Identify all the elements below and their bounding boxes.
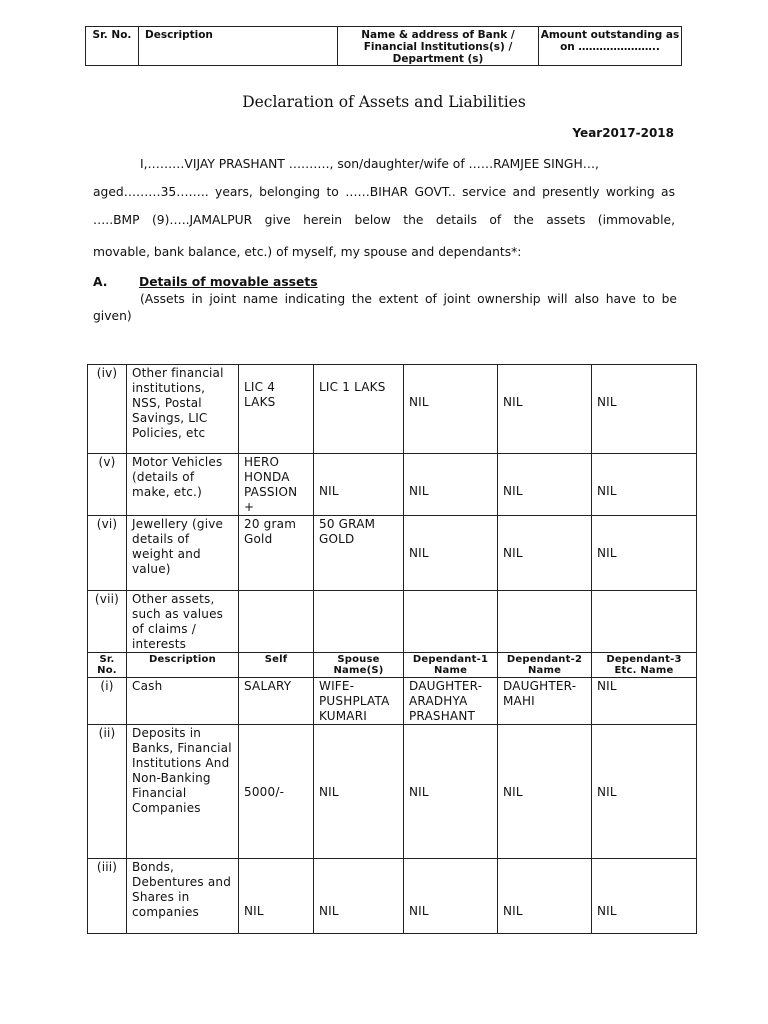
cell-dep2-value: NIL xyxy=(503,395,523,409)
row-self: 20 gram Gold xyxy=(239,516,314,591)
cell-dep3-value: NIL xyxy=(597,904,617,918)
table-row xyxy=(88,725,697,859)
row-description: Other assets, such as values of claims / interests xyxy=(127,591,239,653)
cell-self-value: NIL xyxy=(244,904,264,918)
cell-spouse-value: NIL xyxy=(319,484,339,498)
row-dep1: DAUGHTER-ARADHYA PRASHANT xyxy=(404,678,498,725)
row-dep1 xyxy=(404,365,498,454)
cell-spouse-value: NIL xyxy=(319,904,339,918)
row-self: SALARY xyxy=(239,678,314,725)
section-a-label: A. xyxy=(93,275,108,289)
declaration-line-4: movable, bank balance, etc.) of myself, my spouse and dependants*: xyxy=(93,245,522,259)
table-row xyxy=(88,859,697,934)
cell-dep1-value: NIL xyxy=(409,395,429,409)
row-dep3 xyxy=(592,516,697,591)
cell-dep3-value: NIL xyxy=(597,484,617,498)
row-dep3 xyxy=(592,859,697,934)
cell-spouse-value: LIC 1 LAKS xyxy=(319,380,386,394)
declaration-line-2: aged………35…….. years, belonging to ……BIHAR GOVT.. service and presently working as xyxy=(93,185,675,199)
column-header-description: Description xyxy=(127,653,239,678)
row-sr: (vii) xyxy=(88,591,127,653)
row-dep2 xyxy=(498,365,592,454)
row-description: Deposits in Banks, Financial Institutions And Non-Banking Financial Companies xyxy=(127,725,239,859)
row-dep2 xyxy=(498,725,592,859)
table-header-row xyxy=(88,653,697,678)
row-sr: (ii) xyxy=(88,725,127,859)
row-dep3: NIL xyxy=(592,678,697,725)
row-description: Motor Vehicles (details of make, etc.) xyxy=(127,454,239,516)
row-dep2 xyxy=(498,859,592,934)
top-header-table xyxy=(85,26,682,66)
header-bank-name: Name & address of Bank / Financial Institutions(s) / Department (s) xyxy=(338,27,539,66)
declaration-year: Year2017-2018 xyxy=(572,126,674,140)
row-spouse: 50 GRAM GOLD xyxy=(314,516,404,591)
cell-dep3-value: NIL xyxy=(597,785,617,799)
row-self xyxy=(239,859,314,934)
cell-dep2-value: NIL xyxy=(503,904,523,918)
column-header-dependant-2: Dependant-2 Name xyxy=(498,653,592,678)
table-row xyxy=(88,516,697,591)
table-row xyxy=(88,678,697,725)
header-amount-outstanding: Amount outstanding as on ………………….. xyxy=(539,27,682,66)
row-self: HERO HONDA PASSION + xyxy=(239,454,314,516)
row-dep2 xyxy=(498,516,592,591)
document-title: Declaration of Assets and Liabilities xyxy=(242,93,526,111)
row-dep1 xyxy=(404,516,498,591)
row-spouse xyxy=(314,859,404,934)
row-sr: (i) xyxy=(88,678,127,725)
column-header-spouse: Spouse Name(S) xyxy=(314,653,404,678)
row-description: Cash xyxy=(127,678,239,725)
row-dep2: DAUGHTER-MAHI xyxy=(498,678,592,725)
declaration-line-3: …..BMP (9)…..JAMALPUR give herein below the details of the assets (immovable, xyxy=(93,213,675,227)
table-row xyxy=(88,454,697,516)
row-spouse xyxy=(314,454,404,516)
movable-assets-table xyxy=(87,364,697,934)
cell-dep2-value: NIL xyxy=(503,546,523,560)
cell-dep1-value: NIL xyxy=(409,484,429,498)
cell-dep1-value: NIL xyxy=(409,904,429,918)
row-dep2 xyxy=(498,591,592,653)
cell-dep3-value: NIL xyxy=(597,546,617,560)
row-sr: (iv) xyxy=(88,365,127,454)
section-a-note-line-1: (Assets in joint name indicating the extent of joint ownership will also have to be xyxy=(140,292,677,306)
cell-spouse-value: NIL xyxy=(319,785,339,799)
row-dep1 xyxy=(404,859,498,934)
row-dep2 xyxy=(498,454,592,516)
column-header-dependant-3: Dependant-3 Etc. Name xyxy=(592,653,697,678)
table-row xyxy=(88,591,697,653)
cell-dep2-value: NIL xyxy=(503,785,523,799)
row-description: Jewellery (give details of weight and value) xyxy=(127,516,239,591)
row-self xyxy=(239,725,314,859)
header-description: Description xyxy=(139,27,338,66)
column-header-self: Self xyxy=(239,653,314,678)
row-description: Other financial institutions, NSS, Postal Savings, LIC Policies, etc xyxy=(127,365,239,454)
header-sr-no: Sr. No. xyxy=(86,27,139,66)
row-dep1 xyxy=(404,591,498,653)
row-spouse: WIFE-PUSHPLATA KUMARI xyxy=(314,678,404,725)
cell-self-value: LIC 4 LAKS xyxy=(244,380,276,409)
cell-dep1-value: NIL xyxy=(409,785,429,799)
row-self xyxy=(239,591,314,653)
table-row xyxy=(88,365,697,454)
column-header-dependant-1: Dependant-1 Name xyxy=(404,653,498,678)
column-header-sr: Sr. No. xyxy=(88,653,127,678)
cell-dep2-value: NIL xyxy=(503,484,523,498)
row-description: Bonds, Debentures and Shares in companies xyxy=(127,859,239,934)
declaration-line-1: I,………VIJAY PRASHANT ………., son/daughter/wife of ……RAMJEE SINGH…, xyxy=(140,157,599,171)
cell-dep3-value: NIL xyxy=(597,395,617,409)
row-spouse xyxy=(314,591,404,653)
row-sr: (v) xyxy=(88,454,127,516)
row-sr: (iii) xyxy=(88,859,127,934)
row-dep1 xyxy=(404,725,498,859)
row-dep3 xyxy=(592,591,697,653)
section-a-title: Details of movable assets xyxy=(139,275,318,289)
row-spouse xyxy=(314,365,404,454)
row-spouse xyxy=(314,725,404,859)
row-dep3 xyxy=(592,454,697,516)
row-dep3 xyxy=(592,365,697,454)
row-sr: (vi) xyxy=(88,516,127,591)
cell-self-value: 5000/- xyxy=(244,785,285,799)
row-dep1 xyxy=(404,454,498,516)
row-self xyxy=(239,365,314,454)
section-a-note-line-2: given) xyxy=(93,309,132,323)
cell-dep1-value: NIL xyxy=(409,546,429,560)
row-dep3 xyxy=(592,725,697,859)
